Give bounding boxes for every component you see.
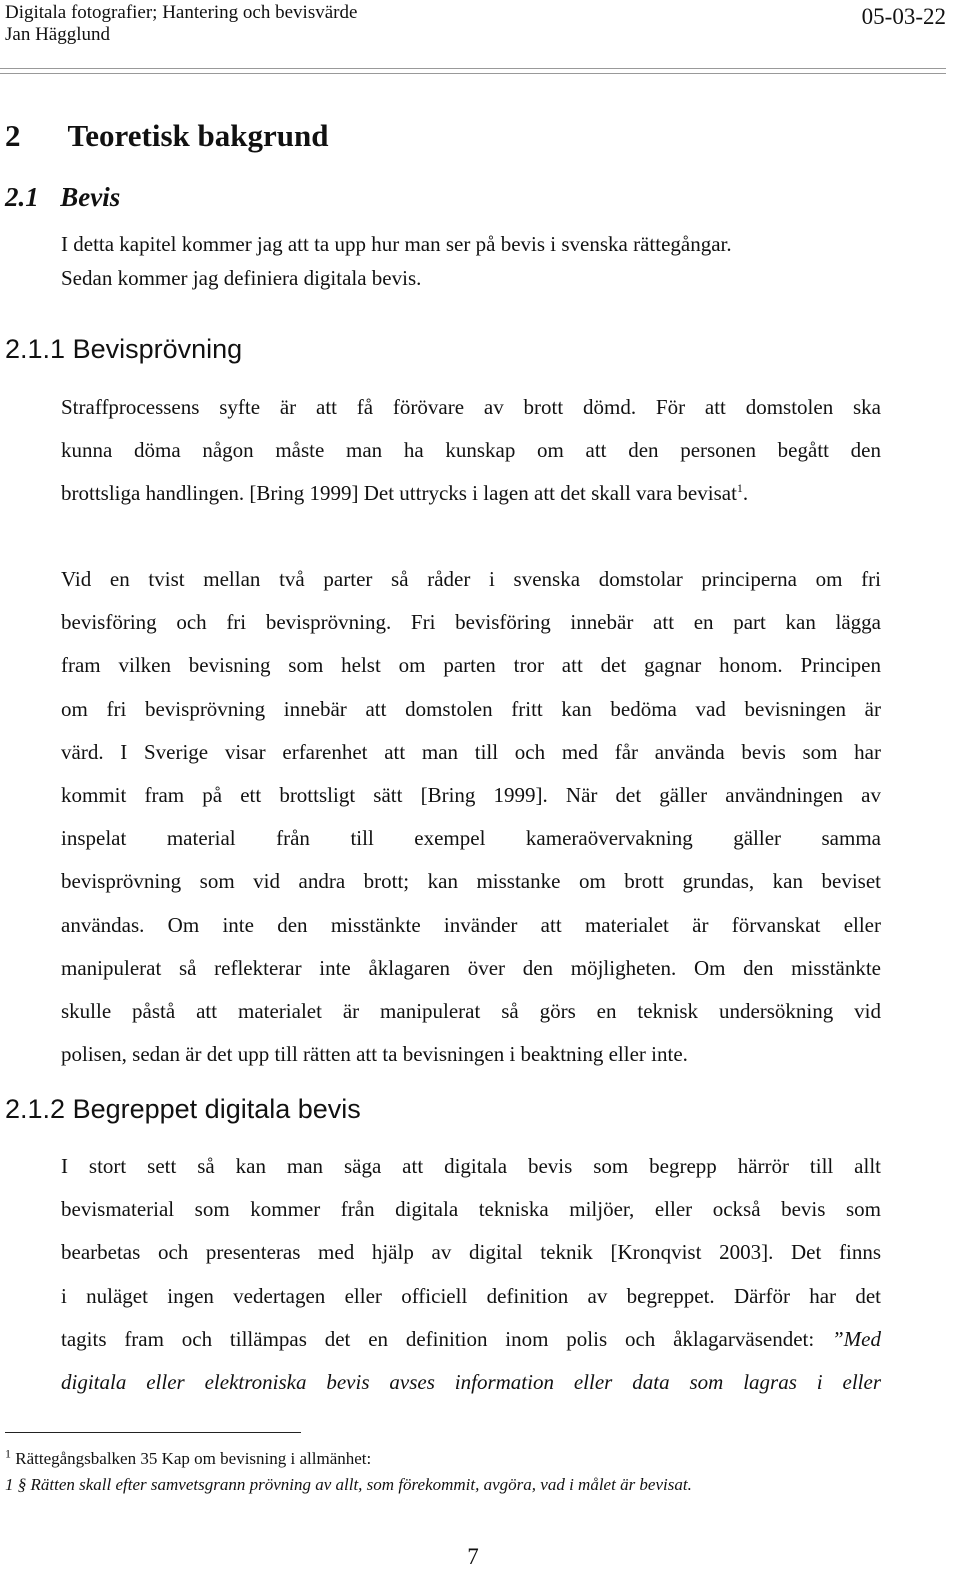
- subsubsection-heading-bevisprovning: [5, 334, 242, 365]
- paragraph-last-text: brottsliga handlingen. [Bring 1999] Det uttrycks i lagen att det skall vara bevisat: [61, 481, 737, 505]
- paragraph-line: kunna döma någon måste man ha kunskap om att den personen begått den: [61, 438, 881, 462]
- paragraph-line: bevisföring och fri bevisprövning. Fri bevisföring innebär att en part kan lägga: [61, 610, 881, 635]
- paragraph-line-last: polisen, sedan är det upp till rätten att ta bevisningen i beaktning eller inte.: [61, 1042, 688, 1067]
- paragraph-line: fram vilken bevisning som helst om parten tror att det gagnar honom. Principen: [61, 653, 881, 678]
- intro-paragraph: [61, 227, 732, 295]
- footnote-text: Rättegångsbalken 35 Kap om bevisning i allmänhet:: [15, 1449, 372, 1468]
- paragraph-line-italic: digitala eller elektroniska bevis avses information eller data som lagras i eller: [61, 1370, 881, 1395]
- footnote-number: 1: [5, 1446, 11, 1461]
- paragraph-line: användas. Om inte den misstänkte invänder att materialet är förvanskat eller: [61, 912, 881, 937]
- paragraph-line: Vid en tvist mellan två parter så råder i svenska domstolar principerna om fri: [61, 567, 881, 591]
- section-number: 2: [5, 118, 21, 153]
- paragraph-line: i nuläget ingen vedertagen eller officiell definition av begreppet. Därför har det: [61, 1283, 881, 1308]
- paragraph-line: bevismaterial som kommer från digitala tekniska miljöer, eller också bevis som: [61, 1197, 881, 1222]
- paragraph-line: I stort sett så kan man säga att digitala bevis som begrepp härrör till allt: [61, 1154, 881, 1178]
- section-heading: [5, 118, 328, 154]
- subsection-title: Bevis: [60, 182, 121, 212]
- footnote-ref: 1: [736, 481, 743, 495]
- subsubsection-number: 2.1.1: [5, 334, 66, 364]
- page-number: 7: [467, 1544, 479, 1569]
- running-header-author: Jan Hägglund: [5, 24, 111, 45]
- paragraph-tvist: [61, 558, 881, 1076]
- paragraph-line: inspelat material från till exempel kameraövervakning gäller samma: [61, 826, 881, 851]
- paragraph-line: skulle påstå att materialet är manipulerat så görs en teknisk undersökning vid: [61, 999, 881, 1024]
- paragraph-line: bevisprövning som vid andra brott; kan misstanke om brott grundas, kan beviset: [61, 869, 881, 894]
- running-header-date: 05-03-22: [861, 4, 946, 29]
- subsubsection-number: 2.1.2: [5, 1094, 66, 1124]
- footnote: [5, 1446, 372, 1469]
- paragraph-line: [61, 1318, 881, 1361]
- paragraph-line-last: brottsliga handlingen. [Bring 1999] Det uttrycks i lagen att det skall vara bevisat$^1$.: [61, 481, 749, 505]
- paragraph-line: kommit fram på ett brottsligt sätt [Bring 1999]. När det gäller användningen av: [61, 783, 881, 808]
- paragraph-text: tagits fram och tillämpas det en definition inom polis och åklagarväsendet:: [61, 1326, 832, 1351]
- paragraph-line: manipulerat så reflekterar inte åklagaren över den möjligheten. Om den misstänkte: [61, 955, 881, 980]
- subsection-number: 2.1: [5, 182, 39, 212]
- footnote-quote: 1 § Rätten skall efter samvetsgrann prövning av allt, som förekommit, avgöra, vad i målet är bevisat.: [5, 1475, 692, 1494]
- intro-line: I detta kapitel kommer jag att ta upp hur man ser på bevis i svenska rättegångar.: [61, 232, 732, 256]
- subsubsection-title: Begreppet digitala bevis: [72, 1094, 361, 1124]
- subsection-heading: [5, 182, 120, 213]
- paragraph-line: Straffprocessens syfte är att få förövare av brott dömd. För att domstolen ska: [61, 395, 881, 419]
- footnote-rule: [5, 1432, 301, 1433]
- running-header-title: Digitala fotografier; Hantering och bevisvärde: [5, 2, 358, 23]
- paragraph-line: värd. I Sverige visar erfarenhet att man till och med får använda bevis som har: [61, 739, 881, 764]
- subsubsection-title: Bevisprövning: [72, 334, 243, 364]
- subsubsection-heading-begreppet: [5, 1094, 361, 1125]
- quote-start: ”Med: [832, 1326, 881, 1351]
- paragraph-straffprocess: [61, 386, 881, 515]
- paragraph-line: om fri bevisprövning innebär att domstolen fritt kan bedöma vad bevisningen är: [61, 696, 881, 721]
- header-rule: [0, 68, 946, 74]
- section-title: Teoretisk bakgrund: [67, 118, 329, 153]
- intro-line: Sedan kommer jag definiera digitala bevis.: [61, 266, 422, 290]
- paragraph-digitala-bevis: [61, 1145, 881, 1404]
- paragraph-line: bearbetas och presenteras med hjälp av digital teknik [Kronqvist 2003]. Det finns: [61, 1240, 881, 1265]
